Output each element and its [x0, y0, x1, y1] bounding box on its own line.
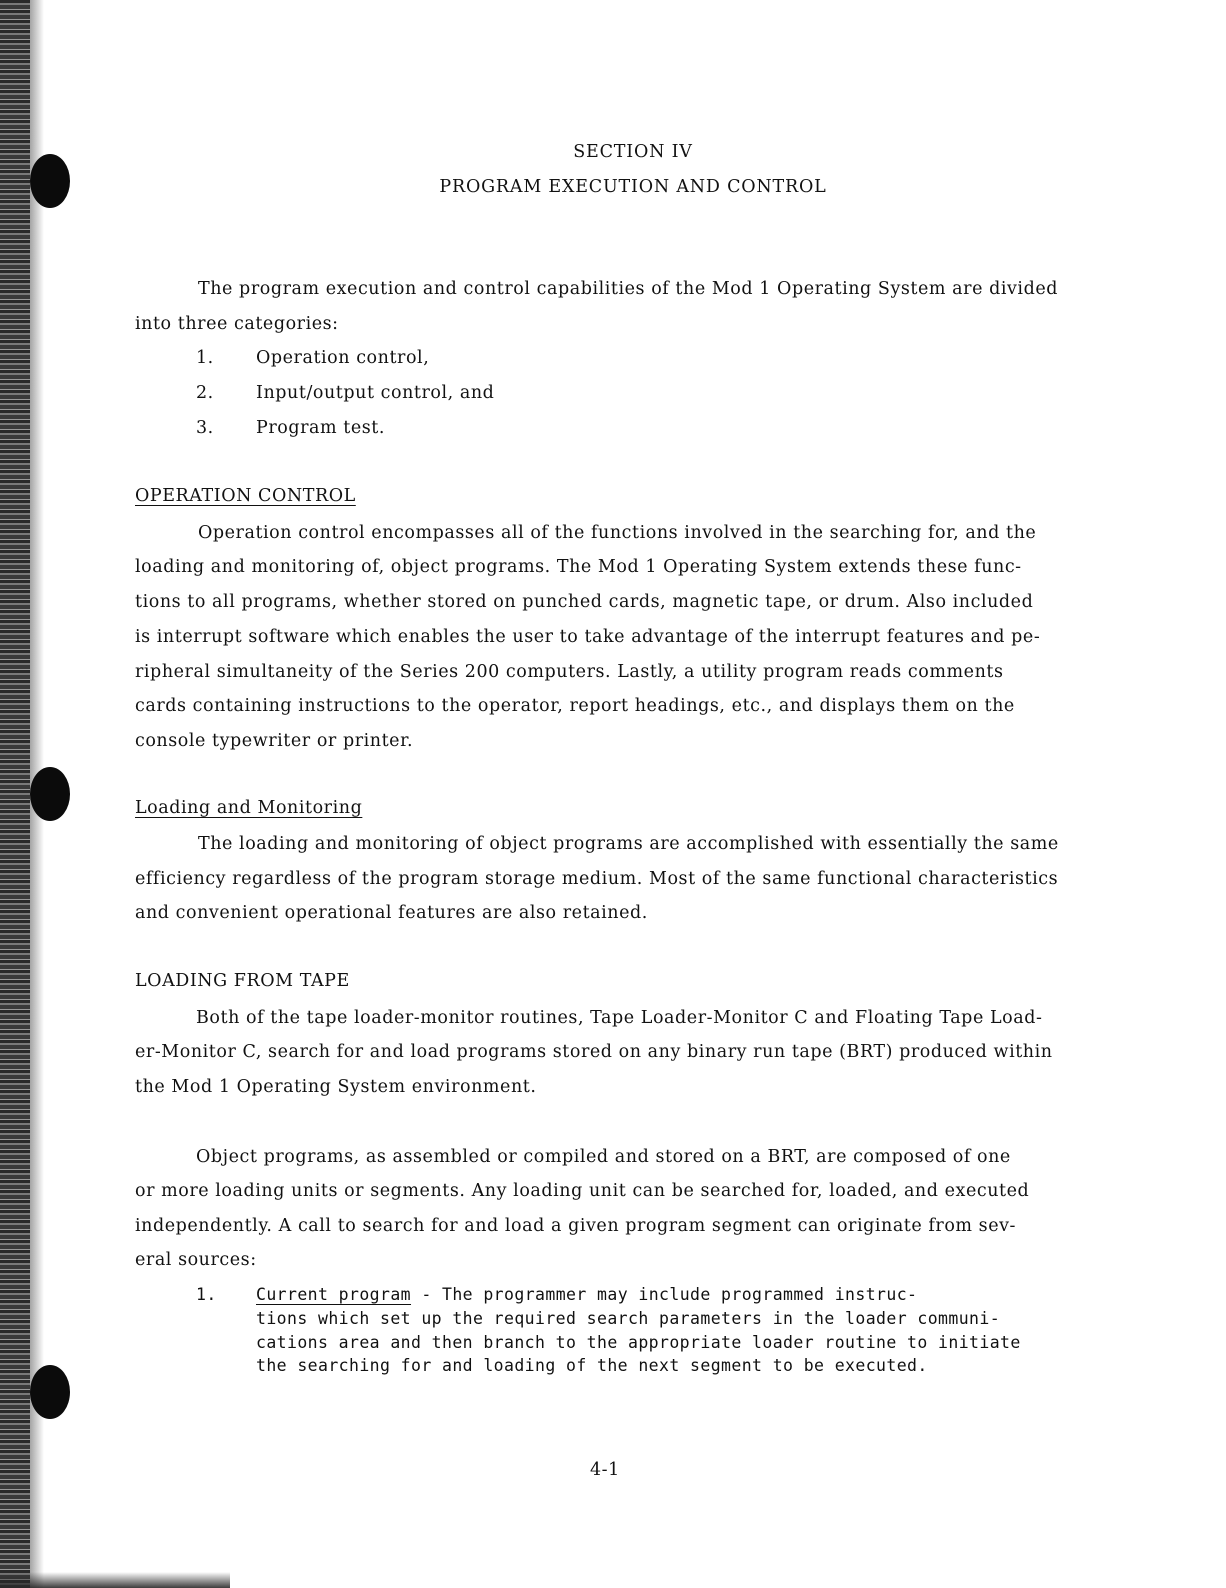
list-item: Operation control,: [256, 348, 430, 368]
list-item-line: cations area and then branch to the appropriate loader routine to initiate: [256, 1333, 1021, 1352]
paragraph-line: tions to all programs, whether stored on punched cards, magnetic tape, or drum. Also included: [135, 592, 1034, 612]
paragraph-line: loading and monitoring of, object programs. The Mod 1 Operating System extends these func-: [135, 557, 1022, 577]
paragraph-line: er-Monitor C, search for and load programs stored on any binary run tape (BRT) produced within: [135, 1042, 1053, 1062]
page-number: 4-1: [590, 1460, 620, 1480]
paragraph-line: and convenient operational features are also retained.: [135, 903, 648, 923]
paragraph-line: independently. A call to search for and load a given program segment can originate from sev-: [135, 1216, 1017, 1236]
list-number: 3.: [196, 418, 214, 438]
paragraph-line: or more loading units or segments. Any loading unit can be searched for, loaded, and executed: [135, 1181, 1030, 1201]
paragraph-line: efficiency regardless of the program storage medium. Most of the same functional characteristics: [135, 869, 1059, 889]
subheading-loading-from-tape: LOADING FROM TAPE: [135, 971, 350, 991]
list-item-first-line: [256, 1287, 917, 1304]
list-item: Input/output control, and: [256, 383, 495, 403]
paragraph-line: The loading and monitoring of object programs are accomplished with essentially the same: [198, 834, 1059, 854]
paragraph-line: The program execution and control capabilities of the Mod 1 Operating System are divided: [198, 279, 1058, 299]
section-number: SECTION IV: [573, 142, 693, 162]
list-number: 1.: [196, 348, 214, 368]
list-item-line: tions which set up the required search parameters in the loader communi-: [256, 1309, 1001, 1328]
list-item-term: Current program: [256, 1285, 412, 1304]
scan-shadow: [0, 1572, 230, 1588]
paragraph-line: eral sources:: [135, 1250, 257, 1270]
paragraph-line: the Mod 1 Operating System environment.: [135, 1077, 537, 1097]
paragraph-line: Both of the tape loader-monitor routines, Tape Loader-Monitor C and Floating Tape Load-: [196, 1008, 1043, 1028]
paragraph-line: cards containing instructions to the operator, report headings, etc., and displays them on the: [135, 696, 1015, 716]
list-item: Program test.: [256, 418, 385, 438]
paragraph-line: Object programs, as assembled or compiled and stored on a BRT, are composed of one: [196, 1147, 1011, 1167]
list-number: 1.: [196, 1285, 217, 1304]
list-item-text: - The programmer may include programmed instruc-: [411, 1285, 918, 1304]
paragraph-line: console typewriter or printer.: [135, 731, 414, 751]
binder-punch-hole: [30, 767, 70, 821]
binder-punch-hole: [30, 1365, 70, 1419]
section-title: PROGRAM EXECUTION AND CONTROL: [439, 177, 827, 197]
list-number: 2.: [196, 383, 214, 403]
scan-binding-edge: [0, 0, 30, 1588]
paragraph-line: Operation control encompasses all of the functions involved in the searching for, and the: [198, 523, 1037, 543]
paragraph-line: is interrupt software which enables the user to take advantage of the interrupt features and pe-: [135, 627, 1041, 647]
list-item-line: the searching for and loading of the next segment to be executed.: [256, 1356, 928, 1375]
paragraph-line: into three categories:: [135, 314, 339, 334]
paragraph-line: ripheral simultaneity of the Series 200 computers. Lastly, a utility program reads comments: [135, 662, 1004, 682]
subheading-loading-monitoring: Loading and Monitoring: [135, 798, 363, 818]
subheading-operation-control: OPERATION CONTROL: [135, 486, 356, 506]
